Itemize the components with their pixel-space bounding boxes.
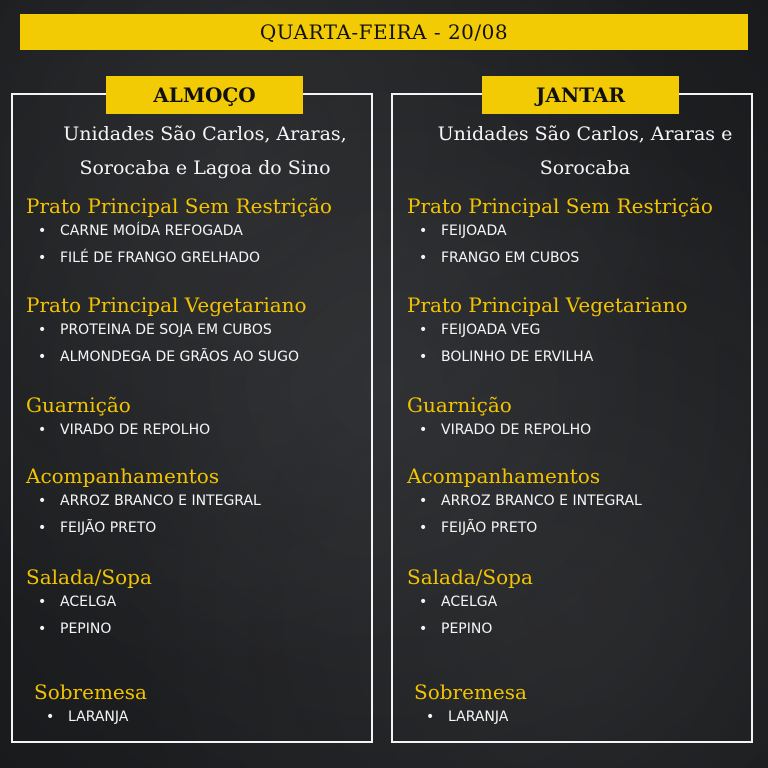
lunch-units: [20, 117, 390, 185]
lunch-label: ALMOÇO: [106, 76, 303, 114]
menu-item: • FILÉ DE FRANGO GRELHADO: [26, 245, 332, 272]
menu-item: • PEPINO: [407, 616, 533, 643]
lunch-section-accompaniments: [26, 464, 261, 542]
lunch-units-line: Unidades São Carlos, Araras,: [63, 123, 347, 145]
section-title: Sobremesa: [34, 680, 147, 704]
lunch-section-vegetarian: [26, 293, 307, 371]
section-title: Guarnição: [26, 393, 131, 417]
menu-item: • ARROZ BRANCO E INTEGRAL: [26, 488, 261, 515]
dinner-section-accompaniments: [407, 464, 642, 542]
menu-item: • FEIJOADA VEG: [407, 317, 688, 344]
dinner-section-vegetarian: [407, 293, 688, 371]
section-title: Prato Principal Sem Restrição: [407, 194, 713, 218]
section-title: Salada/Sopa: [26, 565, 152, 589]
lunch-section-salad: [26, 565, 152, 643]
lunch-section-main: [26, 194, 332, 272]
lunch-units-line: Sorocaba e Lagoa do Sino: [79, 157, 331, 179]
dinner-section-side: [407, 393, 591, 444]
menu-item: • VIRADO DE REPOLHO: [26, 417, 210, 444]
menu-item: • FRANGO EM CUBOS: [407, 245, 713, 272]
dinner-units: [400, 117, 768, 185]
dinner-units-line: Sorocaba: [539, 157, 631, 179]
date-banner: QUARTA-FEIRA - 20/08: [20, 14, 748, 50]
section-title: Prato Principal Sem Restrição: [26, 194, 332, 218]
menu-item: • FEIJÃO PRETO: [407, 515, 642, 542]
dinner-units-line: Unidades São Carlos, Araras e: [437, 123, 733, 145]
section-title: Acompanhamentos: [26, 464, 220, 488]
menu-item: • LARANJA: [34, 704, 147, 731]
menu-item: • PEPINO: [26, 616, 152, 643]
lunch-section-side: [26, 393, 210, 444]
menu-item: • BOLINHO DE ERVILHA: [407, 344, 688, 371]
menu-item: • FEIJÃO PRETO: [26, 515, 261, 542]
dinner-section-dessert: [414, 680, 527, 731]
section-title: Guarnição: [407, 393, 512, 417]
section-title: Prato Principal Vegetariano: [26, 293, 307, 317]
lunch-section-dessert: [34, 680, 147, 731]
dinner-section-salad: [407, 565, 533, 643]
menu-item: • FEIJOADA: [407, 218, 713, 245]
section-title: Prato Principal Vegetariano: [407, 293, 688, 317]
menu-item: • LARANJA: [414, 704, 527, 731]
section-title: Acompanhamentos: [407, 464, 601, 488]
dinner-label: JANTAR: [482, 76, 679, 114]
menu-item: • VIRADO DE REPOLHO: [407, 417, 591, 444]
menu-item: • ACELGA: [26, 589, 152, 616]
menu-item: • ALMONDEGA DE GRÃOS AO SUGO: [26, 344, 307, 371]
menu-item: • ACELGA: [407, 589, 533, 616]
menu-item: • ARROZ BRANCO E INTEGRAL: [407, 488, 642, 515]
dinner-section-main: [407, 194, 713, 272]
section-title: Salada/Sopa: [407, 565, 533, 589]
menu-item: • CARNE MOÍDA REFOGADA: [26, 218, 332, 245]
section-title: Sobremesa: [414, 680, 527, 704]
menu-item: • PROTEINA DE SOJA EM CUBOS: [26, 317, 307, 344]
